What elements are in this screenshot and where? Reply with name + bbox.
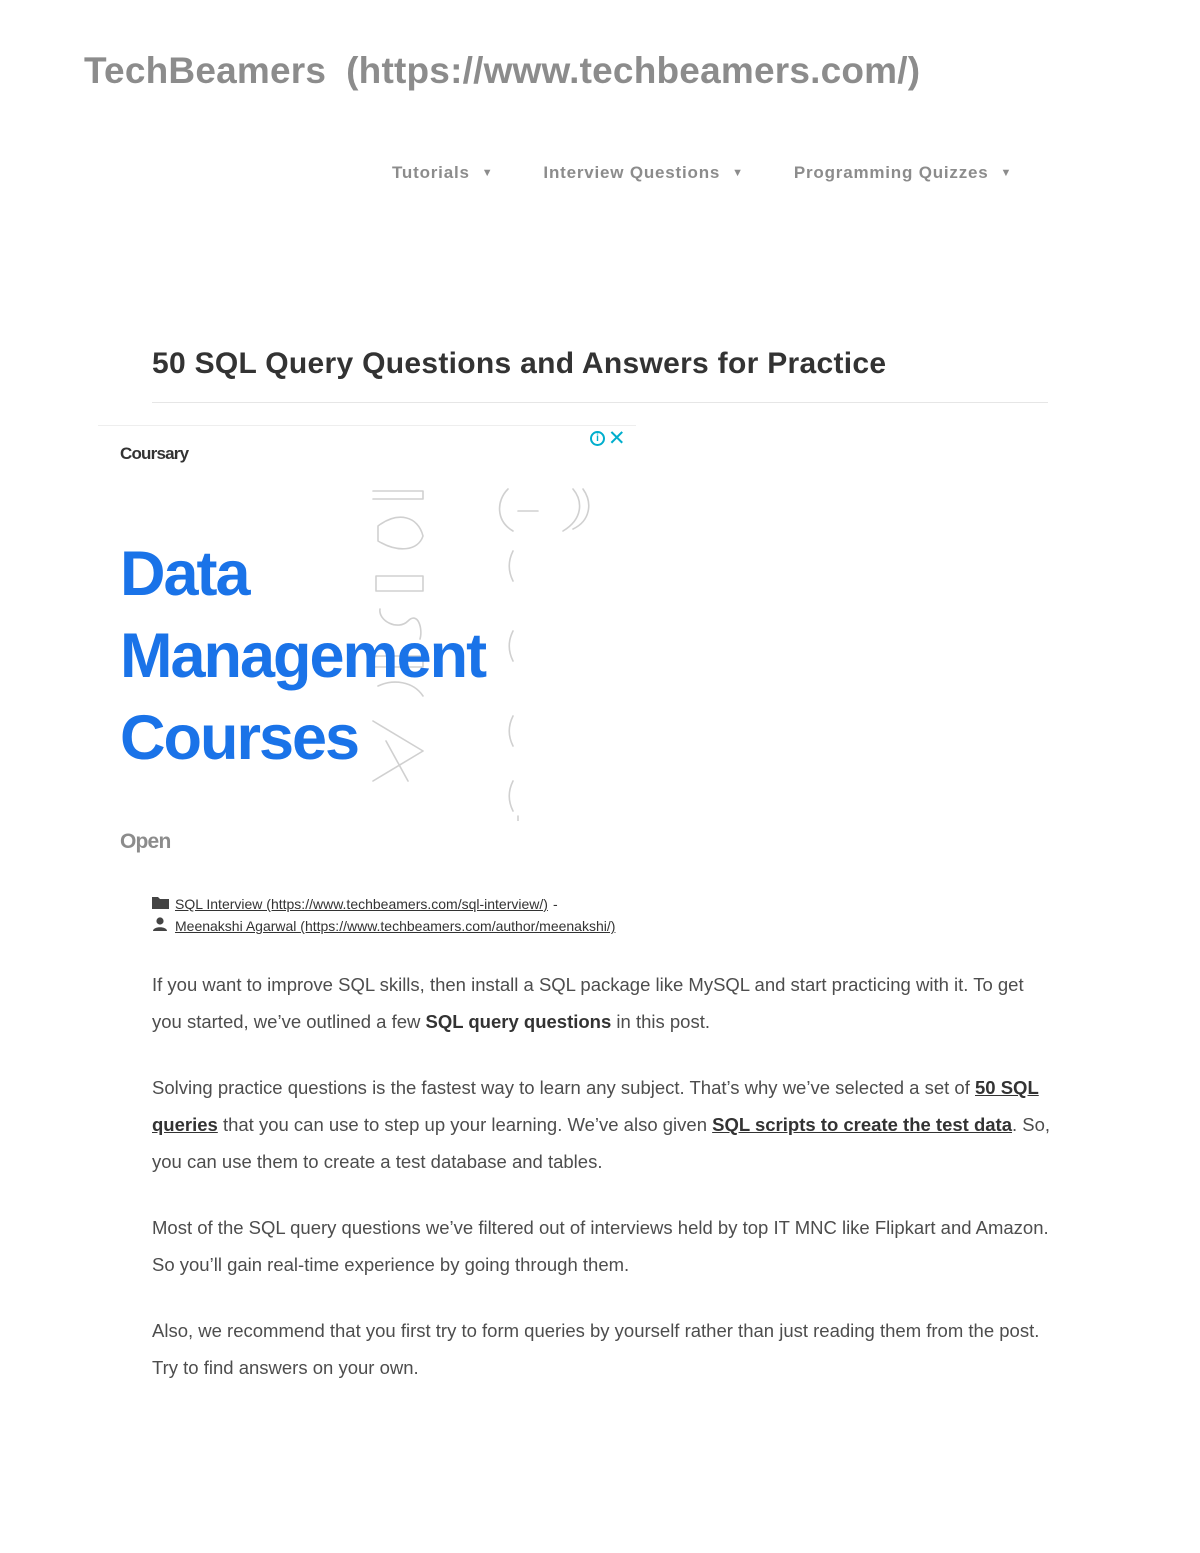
title-divider <box>152 402 1048 403</box>
meta-separator: - <box>552 896 558 912</box>
ad-headline-line: Courses <box>120 703 359 773</box>
page-title: 50 SQL Query Questions and Answers for Practice <box>152 347 887 381</box>
emphasis: SQL query questions <box>425 1011 612 1032</box>
paragraph <box>152 966 1052 1040</box>
sql-queries-link[interactable]: 50 SQL queries <box>152 1077 1039 1135</box>
paragraph-text: If you want to improve SQL skills, then install a SQL package like MySQL and start practicing with it. To get you started, we’ve outlined a few <box>152 974 1024 1032</box>
paragraph: Most of the SQL query questions we’ve filtered out of interviews held by top IT MNC like Flipkart and Amazon. So you’ll gain real-time experience by going through them. <box>152 1217 1049 1275</box>
paragraph <box>152 1069 1052 1180</box>
chevron-down-icon: ▼ <box>481 167 494 179</box>
sql-scripts-link[interactable]: SQL scripts to create the test data <box>712 1114 1013 1135</box>
post-category-row <box>152 893 615 915</box>
nav-interview-questions-label: Interview Questions <box>543 163 721 182</box>
paragraph-text: Solving practice questions is the fastest way to learn any subject. That’s why we’ve selected a set of <box>152 1077 975 1098</box>
nav-tutorials-label: Tutorials <box>392 163 470 182</box>
nav-tutorials[interactable] <box>392 163 493 183</box>
site-name[interactable]: TechBeamers <box>84 50 327 91</box>
main-nav <box>392 163 1012 183</box>
site-title[interactable] <box>84 50 920 92</box>
ad-open-button[interactable]: Open <box>120 830 171 853</box>
chevron-down-icon: ▼ <box>732 167 744 179</box>
ad-info-icon[interactable]: i <box>590 431 605 446</box>
nav-programming-quizzes-label: Programming Quizzes <box>793 163 989 182</box>
nav-programming-quizzes[interactable] <box>794 163 1012 183</box>
paragraph-text: that you can use to step up your learning. We’ve also given <box>217 1114 713 1135</box>
nav-interview-questions[interactable] <box>543 163 743 183</box>
ad-close-icon[interactable]: ✕ <box>608 427 626 450</box>
site-url[interactable]: (https://www.techbeamers.com/) <box>346 50 921 91</box>
post-author-link[interactable]: Meenakshi Agarwal (https://www.techbeamers.com/author/meenakshi/) <box>175 918 616 934</box>
ad-headline-line: Management <box>120 621 486 691</box>
paragraph-text: in this post. <box>611 1011 710 1032</box>
user-icon <box>152 915 175 937</box>
post-content <box>152 966 1052 1415</box>
ad-headline-line: Data <box>120 539 249 609</box>
advertisement[interactable] <box>98 425 636 866</box>
post-author-row <box>152 915 615 937</box>
ad-controls <box>590 428 626 449</box>
ad-brand: Coursary <box>120 444 189 463</box>
folder-icon <box>152 893 175 915</box>
post-meta <box>152 893 615 937</box>
post-category-link[interactable]: SQL Interview (https://www.techbeamers.com/sql-interview/) <box>175 896 548 912</box>
ad-headline[interactable] <box>120 533 512 779</box>
paragraph-text: . So, you can use them to create a test database and tables. <box>152 1114 1051 1172</box>
chevron-down-icon: ▼ <box>1000 167 1013 179</box>
paragraph: Also, we recommend that you first try to form queries by yourself rather than just reading them from the post. Try to find answers on your own. <box>152 1320 1040 1378</box>
